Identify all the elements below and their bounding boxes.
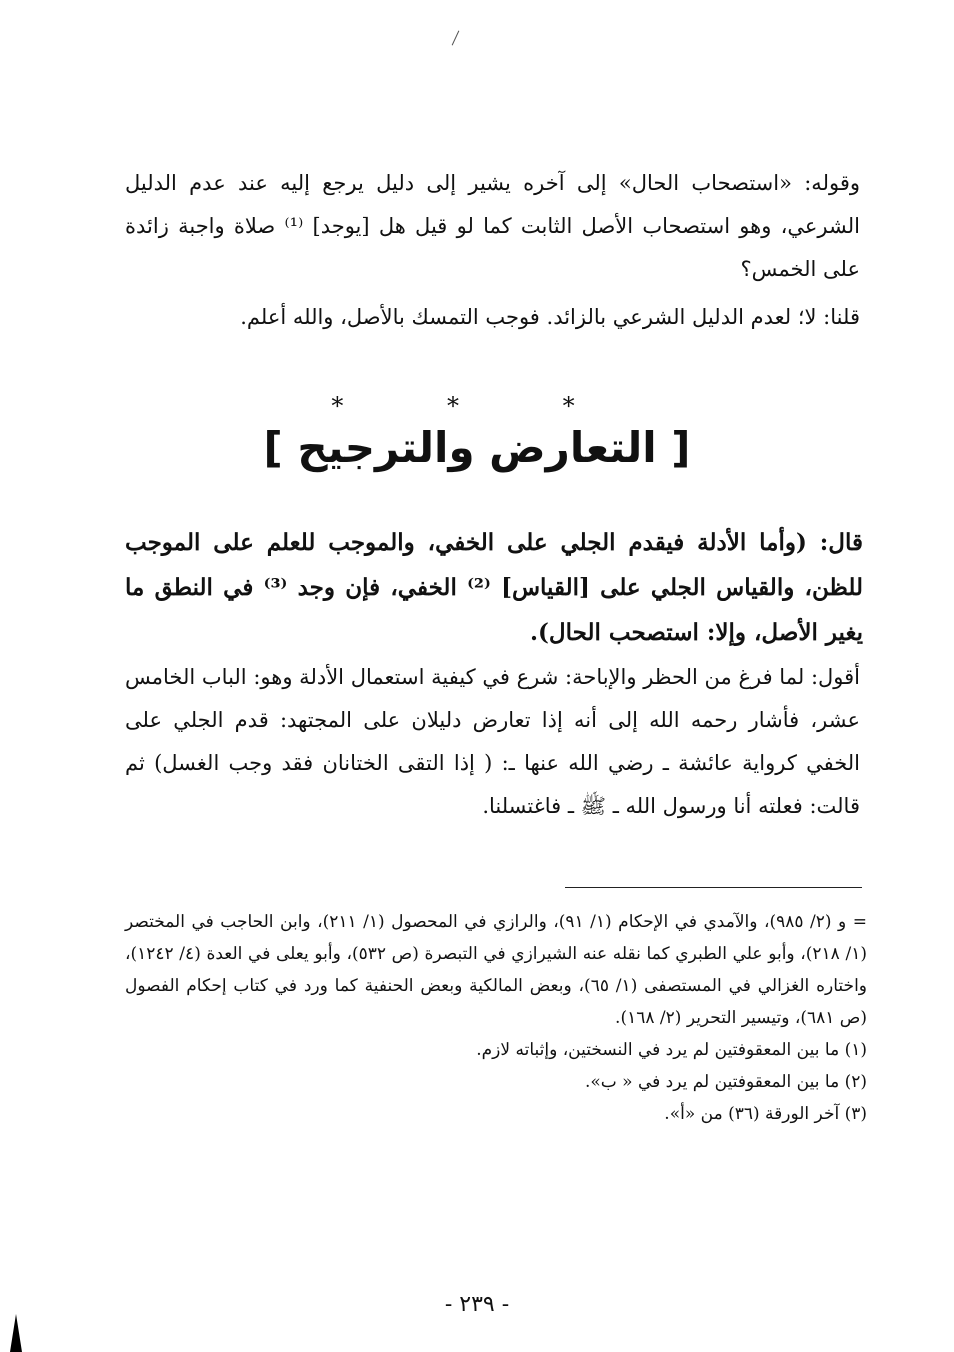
quoted-text: قال: (وأما الأدلة فيقدم الجلي على الخفي، والموجب للعلم على الموجب للظن، والقياس الجلي على [القياس] ⁽²⁾ الخفي، فإن وجد ⁽³⁾ في النطق ما يغير الأصل، وإلا: استصحب الحال). bbox=[125, 529, 863, 646]
paragraph-answer bbox=[125, 296, 860, 339]
section-heading: [ التعارض والترجيح ] bbox=[263, 423, 691, 472]
footnote-item: (١) ما بين المعقوفتين لم يرد في النسختين، وإثباته لازم. bbox=[476, 1040, 867, 1060]
footnote-divider bbox=[565, 887, 862, 888]
commentary-paragraph bbox=[125, 656, 860, 828]
stray-pen-mark bbox=[452, 31, 460, 46]
page-number: - ٢٣٩ - bbox=[444, 1292, 510, 1317]
footnote-item: (٣) آخر الورقة (٣٦) من «أ». bbox=[664, 1104, 867, 1124]
footnote-item: (٢) ما بين المعقوفتين لم يرد في « ب». bbox=[584, 1072, 867, 1092]
paragraph-text: قلنا: لا؛ لعدم الدليل الشرعي بالزائد. فوجب التمسك بالأصل، والله أعلم. bbox=[240, 305, 860, 329]
paragraph-text: أقول: لما فرغ من الحظر والإباحة: شرع في كيفية استعمال الأدلة وهو: الباب الخامس عشر، فأشار رحمه الله إلى أنه إذا تعارض دليلان على المجتهد: قدم الجلي على الخفي كرواية عائشة ـ رضي الله عنها ـ: ( إذا التقى الختانان فقد وجب الغسل) ثم قالت: فعلته أنا ورسول الله ـ ﷺ ـ فاغتسلنا. bbox=[125, 665, 860, 818]
paragraph-text: وقوله: «استصحاب الحال» إلى آخره يشير إلى دليل يرجع إليه عند عدم الدليل الشرعي، وهو استصحاب الأصل الثابت كما لو قيل هل [يوجد] ⁽¹⁾ صلاة واجبة زائدة على الخمس؟ bbox=[125, 171, 860, 281]
paragraph-istishab bbox=[125, 162, 860, 291]
footnotes bbox=[125, 906, 867, 1130]
scan-corner-mark bbox=[10, 1314, 22, 1352]
section-separator: * * * bbox=[331, 392, 623, 420]
footnote-continuation: = و (٢/ ٩٨٥)، والآمدي في الإحكام (١/ ٩١)، والرازي في المحصول (١/ ٢١١)، وابن الحاجب في المختصر (١/ ٢١٨)، وأبو علي الطبري كما نقله عنه الشيرازي في التبصرة (ص ٥٣٢)، وأبو يعلى في العدة (٤/ ١٢٤٢)، واختاره الغزالي في المستصفى (١/ ٦٥)، وبعض المالكية وبعض الحنفية كما ورد في كتاب إحكام الفصول (ص ٦٨١)، وتيسير التحرير (٢/ ١٦٨). bbox=[125, 912, 867, 1028]
